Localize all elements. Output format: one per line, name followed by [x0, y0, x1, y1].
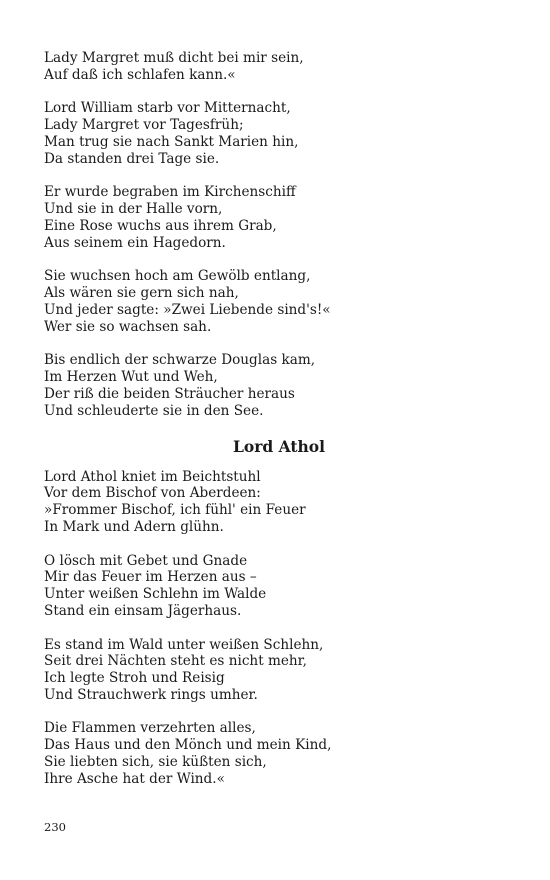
poem-lord-athol	[44, 469, 514, 788]
verse-line: Und Strauchwerk rings umher.	[44, 686, 258, 703]
verse-line: Lady Margret muß dicht bei mir sein,	[44, 50, 304, 66]
stanza	[44, 553, 514, 620]
verse-line: Sie liebten sich, sie küßten sich,	[44, 754, 267, 771]
stanza	[44, 469, 514, 536]
stanza	[44, 50, 514, 84]
verse-line: Ihre Asche hat der Wind.«	[44, 770, 225, 787]
stanza	[44, 352, 514, 419]
verse-line: Seit drei Nächten steht es nicht mehr,	[44, 653, 307, 670]
verse-line: Im Herzen Wut und Weh,	[44, 369, 218, 386]
verse-line: O lösch mit Gebet und Gnade	[44, 552, 248, 569]
verse-line: Die Flammen verzehrten alles,	[44, 720, 256, 737]
verse-line: Sie wuchsen hoch am Gewölb entlang,	[44, 268, 311, 285]
verse-line: Und sie in der Halle vorn,	[44, 201, 223, 218]
verse-line: Ich legte Stroh und Reisig	[44, 670, 225, 687]
verse-line: Da standen drei Tage sie.	[44, 150, 220, 167]
verse-line: Lady Margret vor Tagesfrüh;	[44, 117, 244, 134]
verse-line: Lord Athol kniet im Beichtstuhl	[44, 468, 261, 485]
verse-line: Wer sie so wachsen sah.	[44, 318, 212, 335]
page-number: 230	[44, 820, 66, 834]
poem-title: Lord Athol	[232, 436, 326, 456]
verse-line: »Frommer Bischof, ich fühl' ein Feuer	[44, 502, 306, 519]
verse-line: Unter weißen Schlehn im Walde	[44, 586, 267, 603]
verse-line: Und schleuderte sie in den See.	[44, 402, 264, 419]
stanza	[44, 184, 514, 251]
verse-line: Und jeder sagte: »Zwei Liebende sind's!«	[44, 301, 331, 318]
verse-line: Aus seinem ein Hagedorn.	[44, 234, 226, 251]
verse-line: Es stand im Wald unter weißen Schlehn,	[44, 636, 324, 653]
stanza	[44, 100, 514, 167]
verse-line: Der riß die beiden Sträucher heraus	[44, 385, 295, 402]
verse-line: Stand ein einsam Jägerhaus.	[44, 602, 242, 619]
verse-line: Er wurde begraben im Kirchenschiff	[44, 184, 296, 201]
verse-line: Das Haus und den Mönch und mein Kind,	[44, 737, 332, 754]
stanza	[44, 268, 514, 335]
poem-continuation	[44, 50, 514, 420]
stanza	[44, 720, 514, 787]
verse-line: Eine Rose wuchs aus ihrem Grab,	[44, 217, 277, 234]
verse-line: Vor dem Bischof von Aberdeen:	[44, 485, 261, 502]
verse-line: Auf daß ich schlafen kann.«	[44, 66, 236, 83]
verse-line: Mir das Feuer im Herzen aus –	[44, 569, 257, 586]
verse-line: Lord William starb vor Mitternacht,	[44, 100, 291, 117]
stanza	[44, 637, 514, 704]
page-text	[44, 50, 514, 788]
verse-line: Man trug sie nach Sankt Marien hin,	[44, 133, 299, 150]
verse-line: Als wären sie gern sich nah,	[44, 285, 239, 302]
verse-line: Bis endlich der schwarze Douglas kam,	[44, 352, 316, 369]
verse-line: In Mark und Adern glühn.	[44, 518, 224, 535]
